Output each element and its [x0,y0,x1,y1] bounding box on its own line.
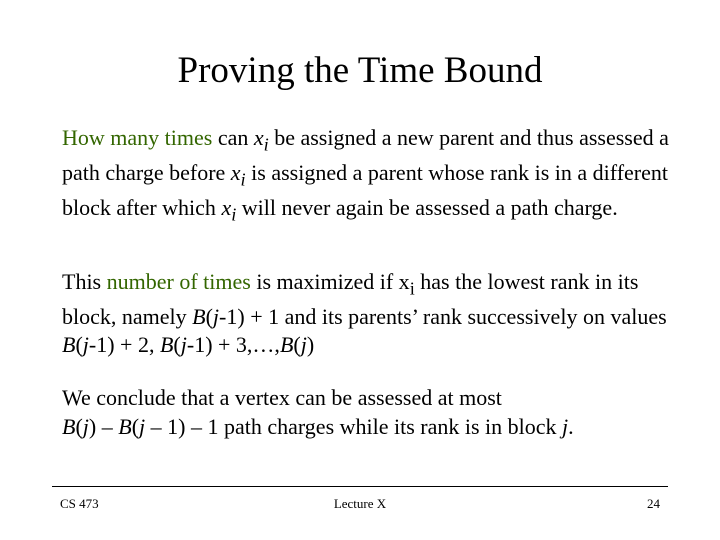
highlight-number-of-times: number of times [106,269,251,294]
footer-course: CS 473 [60,496,99,511]
paragraph-question: How many times can $x_i$ be assigned a new parent and thus assessed a path charge before $x_i$ is assigned a parent whose rank is in a different block after which $x_i$ will never again be assessed a path charge. [62,125,669,225]
footer-divider [52,486,668,487]
paragraph-maximized: This number of times is maximized if $x_i$ has the lowest rank in its block, namely B(j-1) + 1 and its parents’ rank successively on values B(j-1) + 2, B(j-1) + 3,…,B(j) [62,269,667,358]
paragraph-conclusion: We conclude that a vertex can be assessed at most B(j) – B(j – 1) – 1 path charges while its rank is in block j. [62,385,574,439]
footer-lecture: Lecture X [333,496,387,511]
highlight-how-many-times: How many times [62,125,213,150]
slide-title: Proving the Time Bound [177,50,543,91]
footer-page-number: 24 [647,496,660,511]
